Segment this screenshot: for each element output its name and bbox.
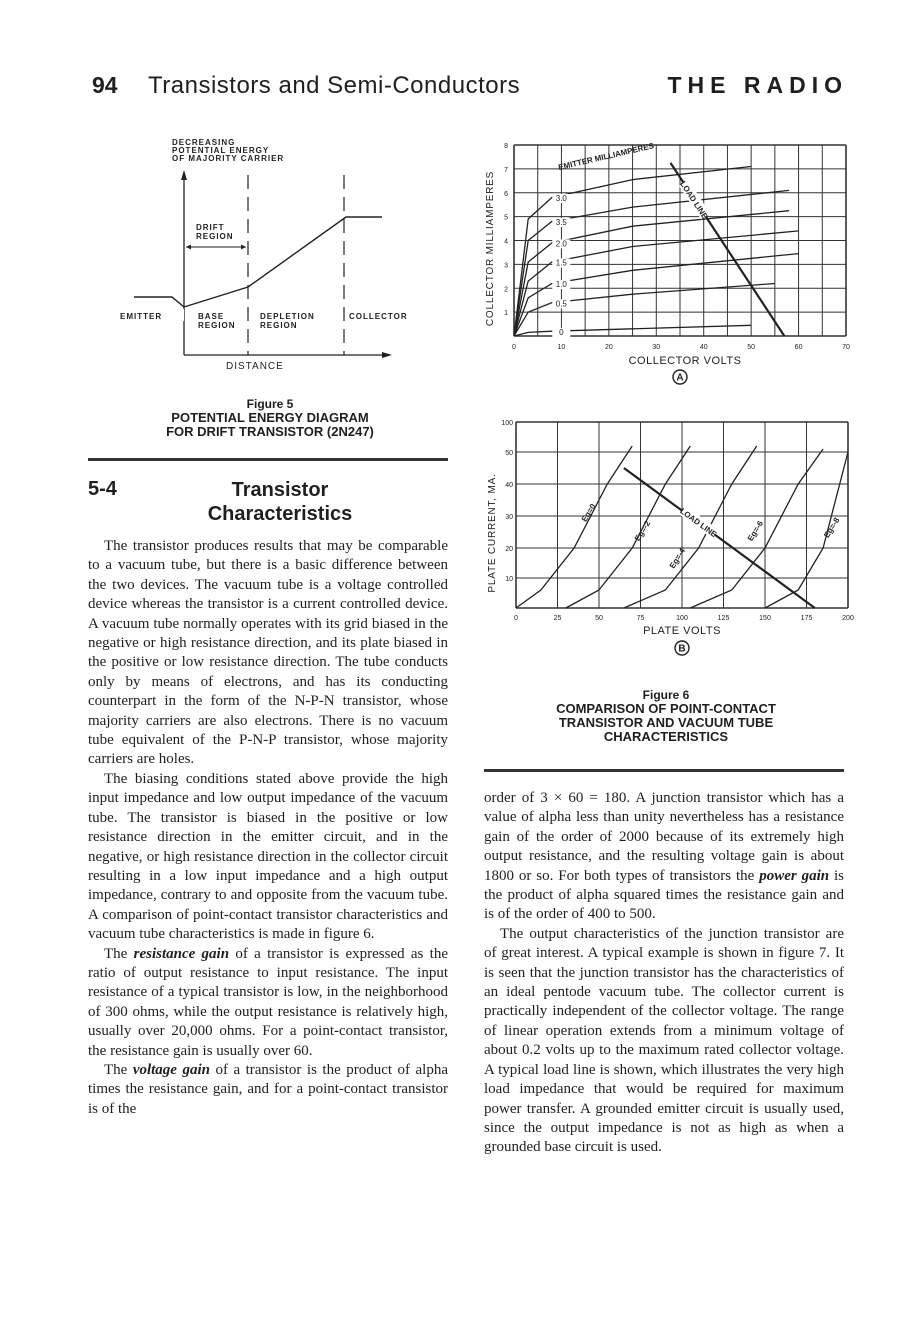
y-axis-label: COLLECTOR MILLIAMPERES	[485, 170, 496, 327]
y-axis-arrow	[181, 170, 187, 180]
term-resistance-gain: resistance gain	[133, 945, 230, 962]
y-tick-label: 30	[505, 514, 513, 521]
drift-label-2: REGION	[196, 232, 234, 241]
right-paragraph-2: The output characteristics of the junction transistor are of great interest. A typical example is shown in figure 7. It is seen that the junction transistor has the characteristics of an ideal pentode vacuum tube. The collector current is practically independent of the collector voltage. The range of linear operation extends from a minimum voltage of about 0.2 volts up to the maximum rated collector voltage. A typical load line is shown, which illustrates the very high load impedance that would be required for maximum power transfer. A grounded emitter circuit is usually used, since the output impedance is not as high as when a grounded base circuit is used.	[484, 925, 844, 1156]
panel-b-mark: B	[678, 643, 686, 655]
left-paragraph-1: The transistor produces results that may be comparable to a vacuum tube, but there is a basic difference between the two devices. The vacuum tube is a voltage controlled device whereas the transistor is a current controlled device. A vacuum tube normally operates with its grid biased in the negative or high resistance direction, and its plate biased in the positive or low resistance direction. The tube conducts only by means of electrons, and has its conducting counterpart in the form of the N-P-N transistor, whose majority carriers are also electrons. There is no vacuum tube equivalent of the P-N-P transistor, whose majority carriers are holes.	[88, 538, 448, 768]
x-tick-label: 25	[553, 615, 562, 622]
x-tick-label: 20	[604, 344, 613, 351]
figure5-diagram	[120, 135, 440, 380]
right-column	[484, 789, 844, 1158]
x-axis-label: PLATE VOLTS	[643, 625, 721, 637]
x-tick-label: 30	[652, 344, 661, 351]
x-tick-label: 175	[800, 615, 813, 622]
x-tick-label: 0	[514, 615, 518, 622]
y-tick-label: 6	[504, 190, 508, 198]
x-tick-label: 40	[699, 344, 708, 351]
right-paragraph-1: order of 3 × 60 = 180. A junction transistor which has a value of alpha less than unity nevertheless has a resistance gain of the order of 2000 because of its extremely high output resistance, and the resulting voltage gain is about 1800 or so. For both types of transistors the power gain is the product of alpha squared times the resistance gain and is of the order of 400 to 500.	[484, 790, 844, 923]
curve-label: 2.0	[555, 239, 567, 249]
term-voltage-gain: voltage gain	[132, 1061, 210, 1078]
figure6-caption-line-3: CHARACTERISTICS	[603, 729, 729, 744]
x-tick-label: 75	[636, 615, 645, 622]
load-line-a-label: LOAD LINE	[678, 179, 710, 221]
figure5-caption-line-2: FOR DRIFT TRANSISTOR (2N247)	[166, 424, 374, 439]
curve-label: 1.5	[555, 258, 567, 268]
emitter-label: EMITTER	[120, 312, 163, 321]
figure6-rule	[484, 769, 844, 772]
curve-label: Eg=-6	[745, 519, 766, 543]
x-tick-label: 125	[717, 615, 730, 622]
curve-Eg-0	[516, 446, 632, 608]
energy-label-2: POTENTIAL ENERGY	[172, 146, 270, 155]
energy-label-1: DECREASING	[172, 138, 236, 147]
left-paragraph-3: The resistance gain of a transistor is expressed as the ratio of output resistance to input resistance. The input resistance of a typical transistor is low, in the neighborhood of 300 ohms, while the output resistance is relatively high, usually over 20,000 ohms. For a point-contact transistor, the resistance gain is usually over 60.	[88, 945, 448, 1059]
y-tick-label: 50	[505, 450, 513, 457]
y-tick-label: 10	[505, 576, 513, 583]
x-tick-label: 100	[676, 615, 688, 622]
x-tick-label: 150	[759, 615, 771, 622]
figure5-caption-title: Figure 5	[246, 397, 294, 411]
depletion-label-1: DEPLETION	[260, 312, 315, 321]
chart-b-vacuum-tube	[478, 408, 858, 668]
y-axis-label: PLATE CURRENT, MA.	[487, 473, 498, 593]
curve-label: 3.0	[555, 193, 567, 203]
curve-label: 1.0	[555, 280, 567, 290]
y-tick-label: 2	[504, 286, 508, 294]
left-paragraph-2: The biasing conditions stated above provide the high input impedance and low output impedance of the vacuum tube. The transistor is biased in the positive or low resistance direction in the emitter circuit, and in the negative, or high resistance direction in the collector circuit resulting in a low input impedance and a high output impedance, contrary to and opposite from the vacuum tube. A comparison of point-contact transistor characteristics and vacuum tube characteristics is made in figure 6.	[88, 770, 448, 943]
base-label-1: BASE	[198, 312, 225, 321]
curve-label: 3.5	[555, 217, 567, 227]
figure6-caption-title: Figure 6	[642, 688, 690, 702]
base-label-2: REGION	[198, 321, 236, 330]
x-tick-label: 10	[557, 344, 566, 351]
figure5-caption	[100, 397, 440, 439]
figure6-caption-line-1: COMPARISON OF POINT-CONTACT	[556, 701, 776, 716]
energy-label-3: OF MAJORITY CARRIER	[172, 154, 285, 163]
distance-label: DISTANCE	[226, 361, 284, 372]
energy-curve	[134, 217, 382, 307]
y-tick-label: 100	[501, 420, 513, 427]
y-tick-label: 7	[504, 166, 508, 174]
left-paragraph-4: The voltage gain of a transistor is the product of alpha times the resistance gain, and for a point-contact transistor is of the	[88, 1061, 448, 1117]
y-tick-label: 3	[504, 262, 508, 270]
panel-a-mark: A	[676, 372, 684, 384]
y-tick-label: 4	[504, 238, 508, 246]
curve-label: Eg=0	[579, 502, 598, 524]
depletion-label-2: REGION	[260, 321, 298, 330]
figure5-caption-line-1: POTENTIAL ENERGY DIAGRAM	[171, 410, 369, 425]
x-tick-label: 50	[595, 615, 603, 622]
collector-label: COLLECTOR	[349, 312, 408, 321]
y-tick-label: 1	[504, 310, 508, 318]
load-line-b-label: LOAD LINE	[678, 506, 719, 540]
x-tick-label: 60	[794, 344, 803, 351]
curve-label: Eg=-8	[822, 516, 842, 540]
section-title-line-1: Transistor	[231, 479, 329, 501]
page-header	[92, 72, 852, 108]
figure5-rule	[88, 458, 448, 461]
y-tick-label: 20	[505, 546, 513, 553]
chart-a-transistor	[478, 130, 858, 415]
journal-name: THE RADIO	[667, 72, 848, 98]
running-title: Transistors and Semi-Conductors	[148, 72, 521, 99]
figure6-caption	[486, 688, 846, 744]
x-tick-label: 50	[747, 344, 756, 351]
curve-label: Eg=-2	[632, 519, 653, 543]
x-tick-label: 200	[842, 615, 854, 622]
x-tick-label: 70	[842, 344, 850, 351]
curve-label: Eg=-4	[667, 546, 688, 571]
term-power-gain: power gain	[759, 867, 830, 884]
y-tick-label: 5	[504, 214, 508, 222]
curve-label: 0.5	[555, 299, 567, 309]
section-title-line-2: Characteristics	[207, 503, 353, 525]
curve-emitter-2-0	[514, 211, 789, 336]
x-tick-label: 0	[512, 344, 516, 351]
x-axis-arrow	[382, 352, 392, 358]
left-column	[88, 537, 448, 1119]
load-line-b	[624, 468, 815, 608]
page-number: 94	[92, 72, 118, 98]
section-number: 5-4	[88, 478, 117, 500]
figure6-caption-line-2: TRANSISTOR AND VACUUM TUBE	[558, 715, 774, 730]
curve-family-label: EMITTER MILLIAMPERES	[557, 141, 655, 173]
x-axis-label: COLLECTOR VOLTS	[628, 355, 742, 367]
y-tick-label: 8	[504, 143, 508, 150]
y-tick-label: 40	[505, 482, 513, 489]
drift-label-1: DRIFT	[196, 223, 225, 232]
curve-label: 0	[559, 328, 564, 338]
section-title	[160, 478, 400, 526]
